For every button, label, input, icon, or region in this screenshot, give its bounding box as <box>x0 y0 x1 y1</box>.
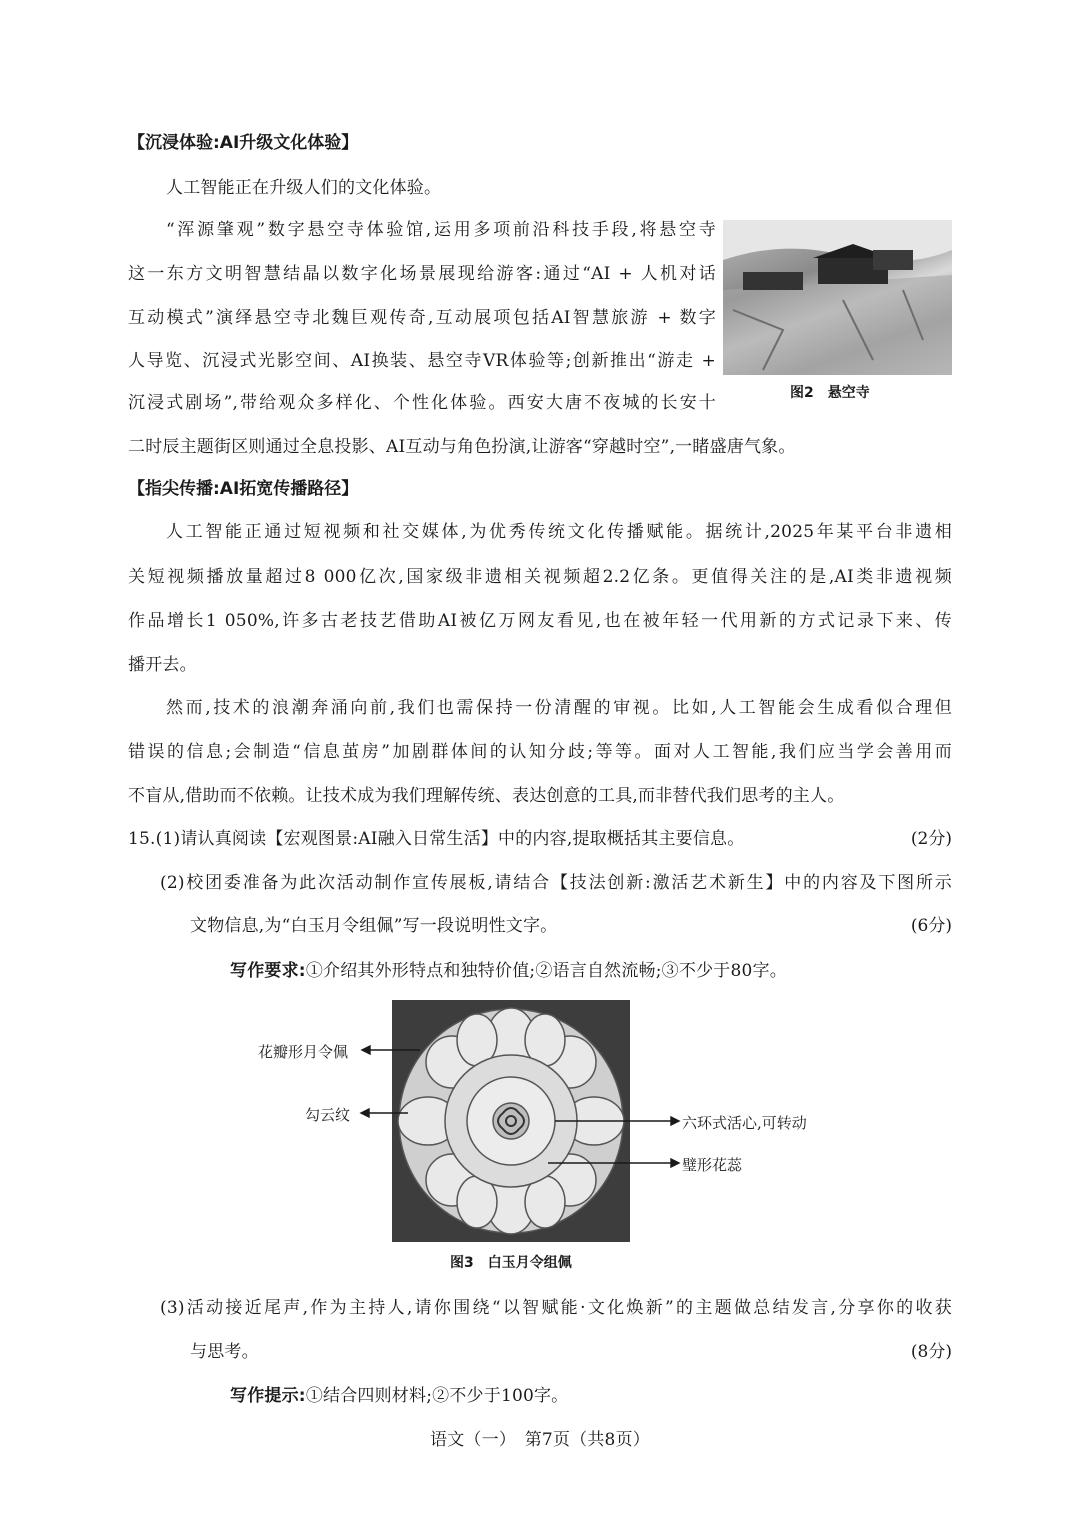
figure3-caption: 图3 白玉月令组佩 <box>450 1255 572 1271</box>
paragraph-line: 错误的信息;会制造“信息茧房”加剧群体间的认知分歧;等等。面对人工智能,我们应当学会善用而 <box>128 742 952 762</box>
paragraph-intro: 人工智能正在升级人们的文化体验。 <box>166 178 442 198</box>
question-15-part1: 15.(1)请认真阅读【宏观图景:AI融入日常生活】中的内容,提取概括其主要信息。 <box>128 829 745 849</box>
paragraph-line: 沉浸式剧场”,带给观众多样化、个性化体验。西安大唐不夜城的长安十 <box>128 393 716 413</box>
label-rotating-center: 六环式活心,可转动 <box>682 1114 807 1132</box>
label-petal-pendant: 花瓣形月令佩 <box>258 1043 349 1061</box>
question-15-part3: (3)活动接近尾声,作为主持人,请你围绕“以智赋能·文化焕新”的主题做总结发言,分享你的收获 <box>160 1298 952 1318</box>
page-footer: 语文（一） 第7页（共8页） <box>430 1430 650 1450</box>
question-15-part2-cont: 文物信息,为“白玉月令组佩”写一段说明性文字。 <box>190 916 558 936</box>
section-heading-immersive: 【沉浸体验:AI升级文化体验】 <box>128 133 359 153</box>
paragraph-line: 作品增长1 050%,许多古老技艺借助AI被亿万网友看见,也在被年轻一代用新的方式记录下来、传 <box>128 611 952 631</box>
question-15-part2: (2)校团委准备为此次活动制作宣传展板,请结合【技法创新:激活艺术新生】中的内容及下图所示 <box>160 873 952 893</box>
writing-hint <box>230 1381 568 1406</box>
hint-label: 写作提示: <box>230 1386 306 1406</box>
question-15-part3-cont: 与思考。 <box>190 1342 259 1362</box>
requirement-text: ①介绍其外形特点和独特价值;②语言自然流畅;③不少于80字。 <box>305 961 787 981</box>
paragraph-line: 这一东方文明智慧结晶以数字化场景展现给游客:通过“AI + 人机对话 <box>128 264 716 284</box>
paragraph-line: 互动模式”演绎悬空寺北魏巨观传奇,互动展项包括AI智慧旅游 + 数字 <box>128 308 716 328</box>
paragraph-line: “浑源肇观”数字悬空寺体验馆,运用多项前沿科技手段,将悬空寺 <box>166 220 716 240</box>
score-part1: (2分) <box>910 829 952 849</box>
label-cloud-pattern: 勾云纹 <box>305 1106 351 1124</box>
label-bi-stamen: 璧形花蕊 <box>682 1156 743 1174</box>
paragraph-line: 播开去。 <box>128 655 197 675</box>
paragraph-line: 关短视频播放量超过8 000亿次,国家级非遗相关视频超2.2亿条。更值得关注的是,AI类非遗视频 <box>128 567 952 587</box>
score-part3: (8分) <box>910 1342 952 1362</box>
paragraph-line: 人工智能正通过短视频和社交媒体,为优秀传统文化传播赋能。据统计,2025年某平台非遗相 <box>166 522 952 542</box>
paragraph-line: 不盲从,借助而不依赖。让技术成为我们理解传统、表达创意的工具,而非替代我们思考的主人。 <box>128 786 845 806</box>
section-heading-spread: 【指尖传播:AI拓宽传播路径】 <box>128 479 359 499</box>
requirement-label: 写作要求: <box>230 961 306 981</box>
paragraph-line: 人导览、沉浸式光影空间、AI换装、悬空寺VR体验等;创新推出“游走 + <box>128 351 716 371</box>
paragraph-line: 然而,技术的浪潮奔涌向前,我们也需保持一份清醒的审视。比如,人工智能会生成看似合理但 <box>166 698 952 718</box>
hint-text: ①结合四则材料;②不少于100字。 <box>305 1386 569 1406</box>
paragraph-line: 二时辰主题街区则通过全息投影、AI互动与角色扮演,让游客“穿越时空”,一睹盛唐气象。 <box>128 437 796 457</box>
figure2-caption: 图2 悬空寺 <box>790 385 870 401</box>
score-part2: (6分) <box>910 916 952 936</box>
